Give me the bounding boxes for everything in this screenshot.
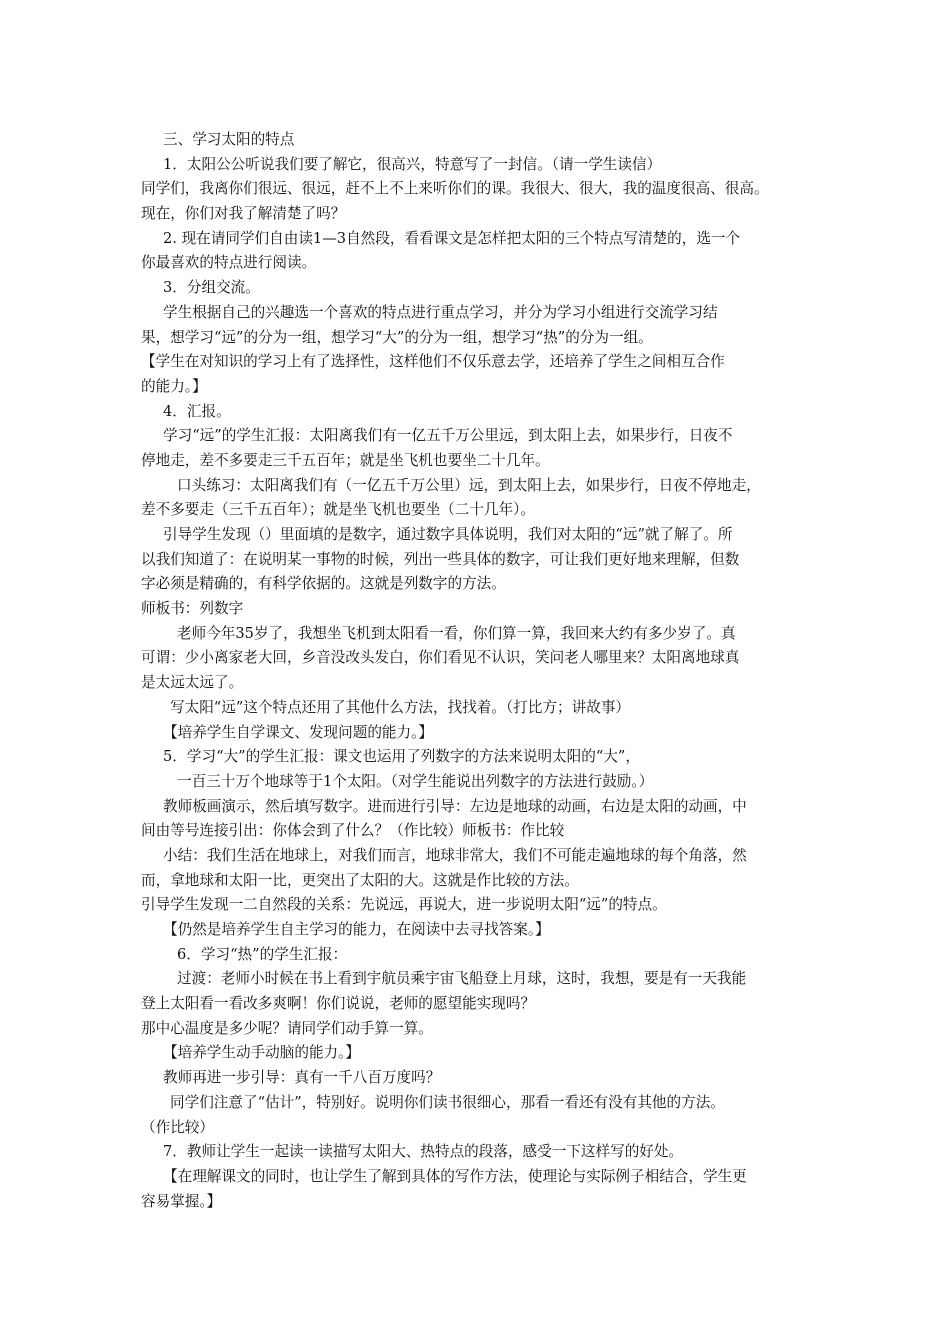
text-line: 字必须是精确的，有科学依据的。这就是列数字的方法。	[141, 575, 506, 593]
text-line: 3．分组交流。	[163, 279, 260, 297]
text-line: 可谓：少小离家老大回，乡音没改头发白，你们看见不认识，笑问老人哪里来？太阳离地球真	[141, 649, 740, 667]
text-line: 引导学生发现一二自然段的关系：先说远，再说大，进一步说明太阳“远”的特点。	[141, 896, 667, 914]
text-line: 写太阳“远”这个特点还用了其他什么方法，找找着。（打比方；讲故事）	[170, 698, 631, 716]
text-line: 差不多要走（三千五百年）；就是坐飞机也要坐（二十几年）。	[141, 501, 536, 519]
text-line: 5．学习“大”的学生汇报：课文也运用了列数字的方法来说明太阳的“大”，	[163, 748, 640, 766]
text-line: 而，拿地球和太阳一比，更突出了太阳的大。这就是作比较的方法。	[141, 871, 579, 889]
text-line: 现在，你们对我了解清楚了吗？	[141, 205, 346, 223]
text-line: 2. 现在请同学们自由读1—3自然段，看看课文是怎样把太阳的三个特点写清楚的，选一个	[163, 229, 741, 247]
text-line: 登上太阳看一看改多爽啊！你们说说，老师的愿望能实现吗？	[141, 995, 536, 1013]
text-line: 6．学习“热”的学生汇报：	[177, 945, 348, 963]
text-line: 口头练习：太阳离我们有（一亿五千万公里）远，到太阳上去，如果步行，日夜不停地走，	[177, 476, 761, 494]
text-line: （作比较）	[141, 1118, 214, 1136]
text-line: 【培养学生自学课文、发现问题的能力。】	[163, 723, 433, 741]
text-line: 7．教师让学生一起读一读描写太阳大、热特点的段落，感受一下这样写的好处。	[163, 1143, 684, 1161]
text-line: 教师板画演示，然后填写数字。进而进行引导：左边是地球的动画，右边是太阳的动画，中	[163, 797, 747, 815]
text-line: 【学生在对知识的学习上有了选择性，这样他们不仅乐意去学，还培养了学生之间相互合作	[141, 353, 725, 371]
text-line: 果，想学习“远”的分为一组，想学习“大”的分为一组，想学习“热”的分为一组。	[141, 328, 653, 346]
text-line: 学习“远”的学生汇报：太阳离我们有一亿五千万公里远，到太阳上去，如果步行，日夜不	[163, 427, 733, 445]
text-line: 间由等号连接引出：你体会到了什么？（作比较）师板书：作比较	[141, 822, 565, 840]
text-line: 同学们，我离你们很远、很远，赶不上不上来听你们的课。我很大、很大，我的温度很高、很高。	[141, 180, 769, 198]
document-body	[141, 128, 821, 1214]
text-line: 小结：我们生活在地球上，对我们而言，地球非常大，我们不可能走遍地球的每个角落，然	[163, 846, 747, 864]
text-line: 老师今年35岁了，我想坐飞机到太阳看一看，你们算一算，我回来大约有多少岁了。真	[177, 624, 736, 642]
text-line: 师板书：列数字	[141, 600, 244, 618]
text-line: 一百三十万个地球等于1个太阳。（对学生能说出列数字的方法进行鼓励。）	[177, 772, 654, 790]
text-line: 三、学习太阳的特点	[163, 131, 295, 148]
text-line: 学生根据自己的兴趣选一个喜欢的特点进行重点学习，并分为学习小组进行交流学习结	[163, 303, 718, 321]
text-line: 1．太阳公公听说我们要了解它，很高兴，特意写了一封信。（请一学生读信）	[163, 155, 662, 173]
text-line: 【仍然是培养学生自主学习的能力，在阅读中去寻找答案。】	[163, 921, 550, 938]
text-line: 过渡：老师小时候在书上看到宇航员乘宇宙飞船登上月球，这时，我想，要是有一天我能	[177, 970, 747, 988]
text-line: 停地走，差不多要走三千五百年；就是坐飞机也要坐二十几年。	[141, 451, 550, 469]
text-line: 容易掌握。】	[141, 1192, 222, 1210]
text-line: 教师再进一步引导：真有一千八百万度吗？	[163, 1069, 441, 1087]
text-line: 以我们知道了：在说明某一事物的时候，列出一些具体的数字，可让我们更好地来理解，但数	[141, 550, 740, 568]
text-line: 的能力。】	[141, 377, 207, 395]
text-line: 你最喜欢的特点进行阅读。	[141, 254, 317, 272]
text-line: 那中心温度是多少呢？请同学们动手算一算。	[141, 1019, 433, 1037]
text-line: 【培养学生动手动脑的能力。】	[163, 1044, 361, 1062]
text-line: 同学们注意了“估计”，特别好。说明你们读书很细心，那看一看还有没有其他的方法。	[170, 1093, 725, 1111]
text-line: 【在理解课文的同时，也让学生了解到具体的写作方法，使理论与实际例子相结合，学生更	[163, 1167, 747, 1185]
text-line: 引导学生发现（）里面填的是数字，通过数字具体说明，我们对太阳的“远”就了解了。所	[163, 526, 733, 543]
text-line: 4．汇报。	[163, 402, 231, 420]
text-line: 是太远太远了。	[141, 674, 244, 692]
